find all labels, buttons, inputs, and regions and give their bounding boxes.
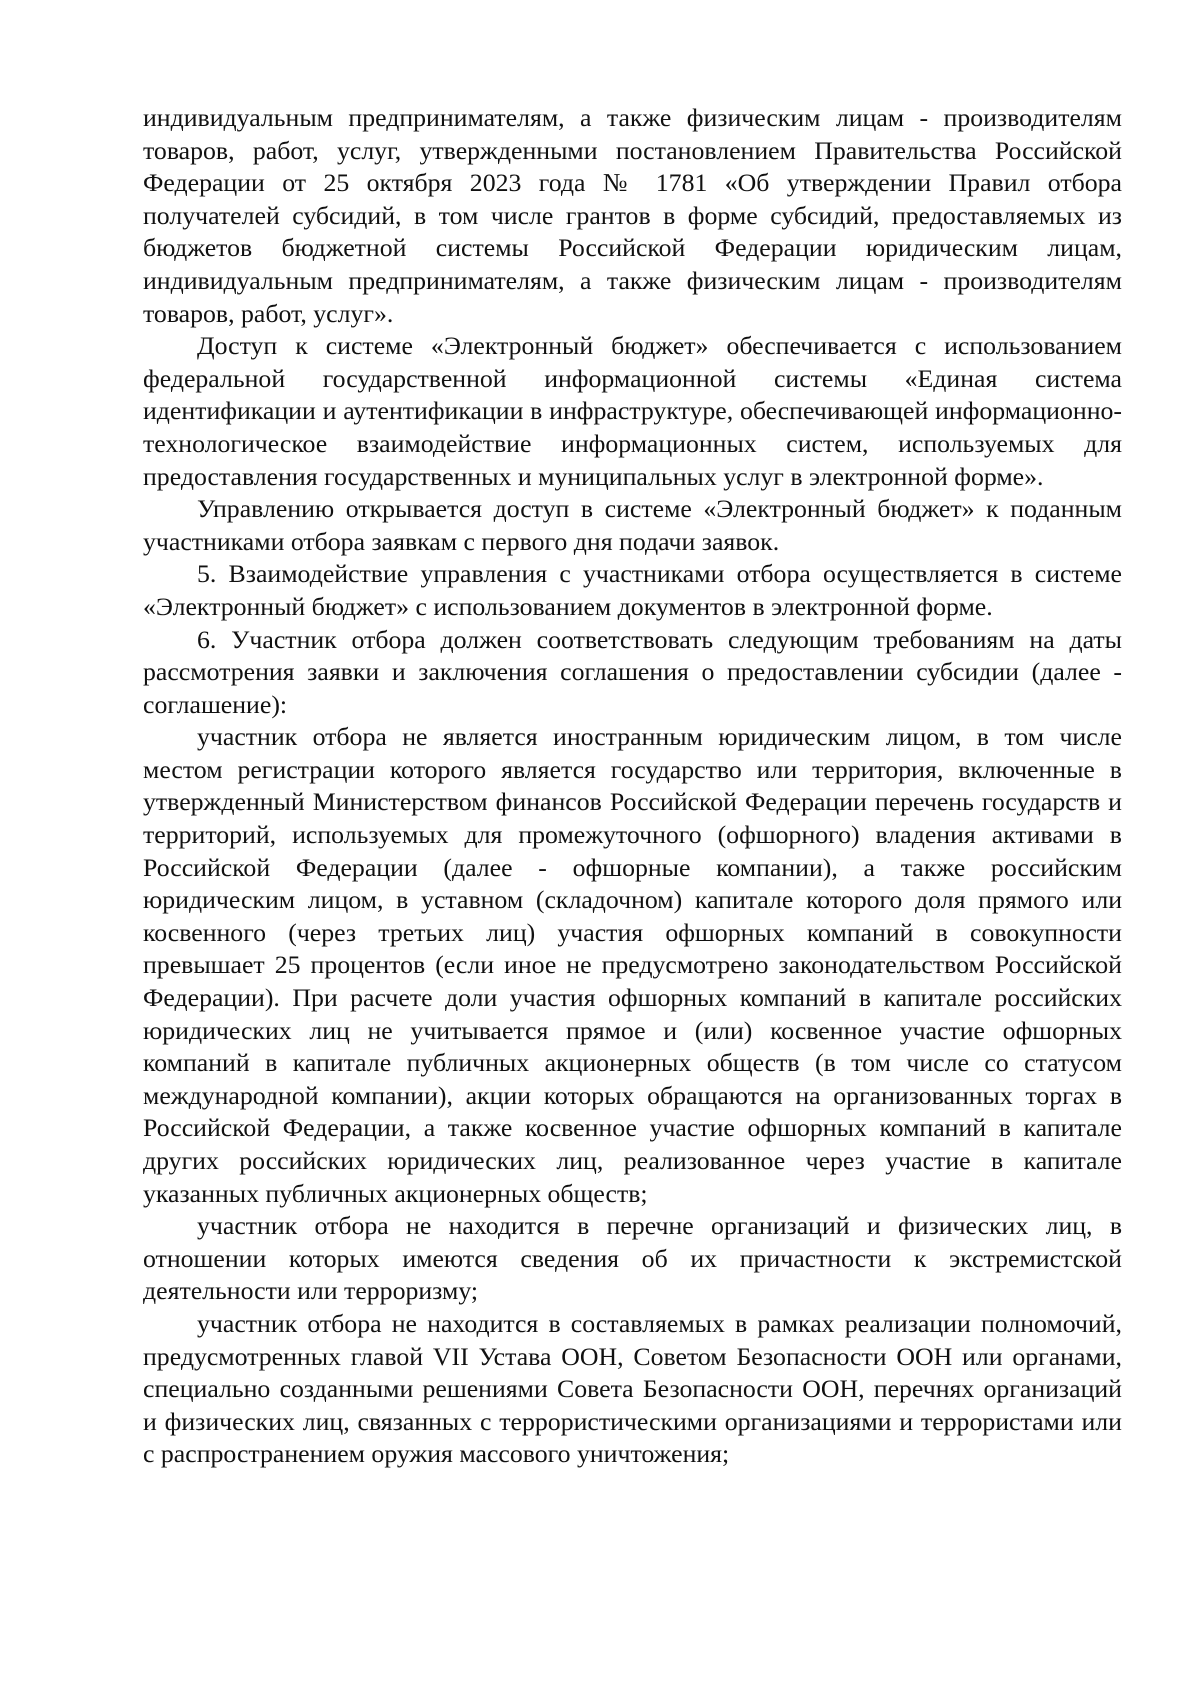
paragraph-item-6: 6. Участник отбора должен соответствовать следующим требованиям на даты рассмотрения заявки и заключения соглашения о предоставлении субсидии (далее - соглашение): [143,624,1122,719]
paragraph-un-sanctions-requirement: участник отбора не находится в составляемых в рамках реализации полномочий, предусмотренных главой VII Устава ООН, Советом Безопасности ООН или органами, специально созданными решениями Совета Безопасности ООН, перечнях организаций и физических лиц, связанных с террористическими организациями и террористами или с распространением оружия массового уничтожения; [143,1308,1122,1469]
paragraph-offshore-requirement: участник отбора не является иностранным юридическим лицом, в том числе местом регистрации которого является государство или территория, включенные в утвержденный Министерством финансов Российской Федерации перечень государств и территорий, используемых для промежуточного (офшорного) владения активами в Российской Федерации (далее - офшорные компании), а также российским юридическим лицом, в уставном (складочном) капитале которого доля прямого или косвенного (через третьих лиц) участия офшорных компаний в совокупности превышает 25 процентов (если иное не предусмотрено законодательством Российской Федерации). При расчете доли участия офшорных компаний в капитале российских юридических лиц не учитывается прямое и (или) косвенное участие офшорных компаний в капитале публичных акционерных обществ (в том числе со статусом международной компании), акции которых обращаются на организованных торгах в Российской Федерации, а также косвенное участие офшорных компаний в капитале других российских юридических лиц, реализованное через участие в капитале указанных публичных акционерных обществ; [143,722,1122,1208]
paragraph-extremism-requirement: участник отбора не находится в перечне организаций и физических лиц, в отношении которых имеются сведения об их причастности к экстремистской деятельности или терроризму; [143,1211,1122,1306]
document-body [143,102,1122,1471]
paragraph-system-access: Доступ к системе «Электронный бюджет» обеспечивается с использованием федеральной государственной информационной системы «Единая система идентификации и аутентификации в инфраструктуре, обеспечивающей информационно-технологическое взаимодействие информационных систем, используемых для предоставления государственных и муниципальных услуг в электронной форме». [143,331,1122,491]
paragraph-decree-reference: индивидуальным предпринимателям, а также физическим лицам - производителям товаров, работ, услуг, утвержденными постановлением Правительства Российской Федерации от 25 октября 2023 года № 1781 «Об утверждении Правил отбора получателей субсидий, в том числе грантов в форме субсидий, предоставляемых из бюджетов бюджетной системы Российской Федерации юридическим лицам, индивидуальным предпринимателям, а также физическим лицам - производителям товаров, работ, услуг». [143,103,1122,328]
paragraph-department-access: Управлению открывается доступ в системе «Электронный бюджет» к поданным участниками отбора заявкам с первого дня подачи заявок. [143,494,1122,556]
paragraph-item-5: 5. Взаимодействие управления с участниками отбора осуществляется в системе «Электронный бюджет» с использованием документов в электронной форме. [143,559,1122,621]
